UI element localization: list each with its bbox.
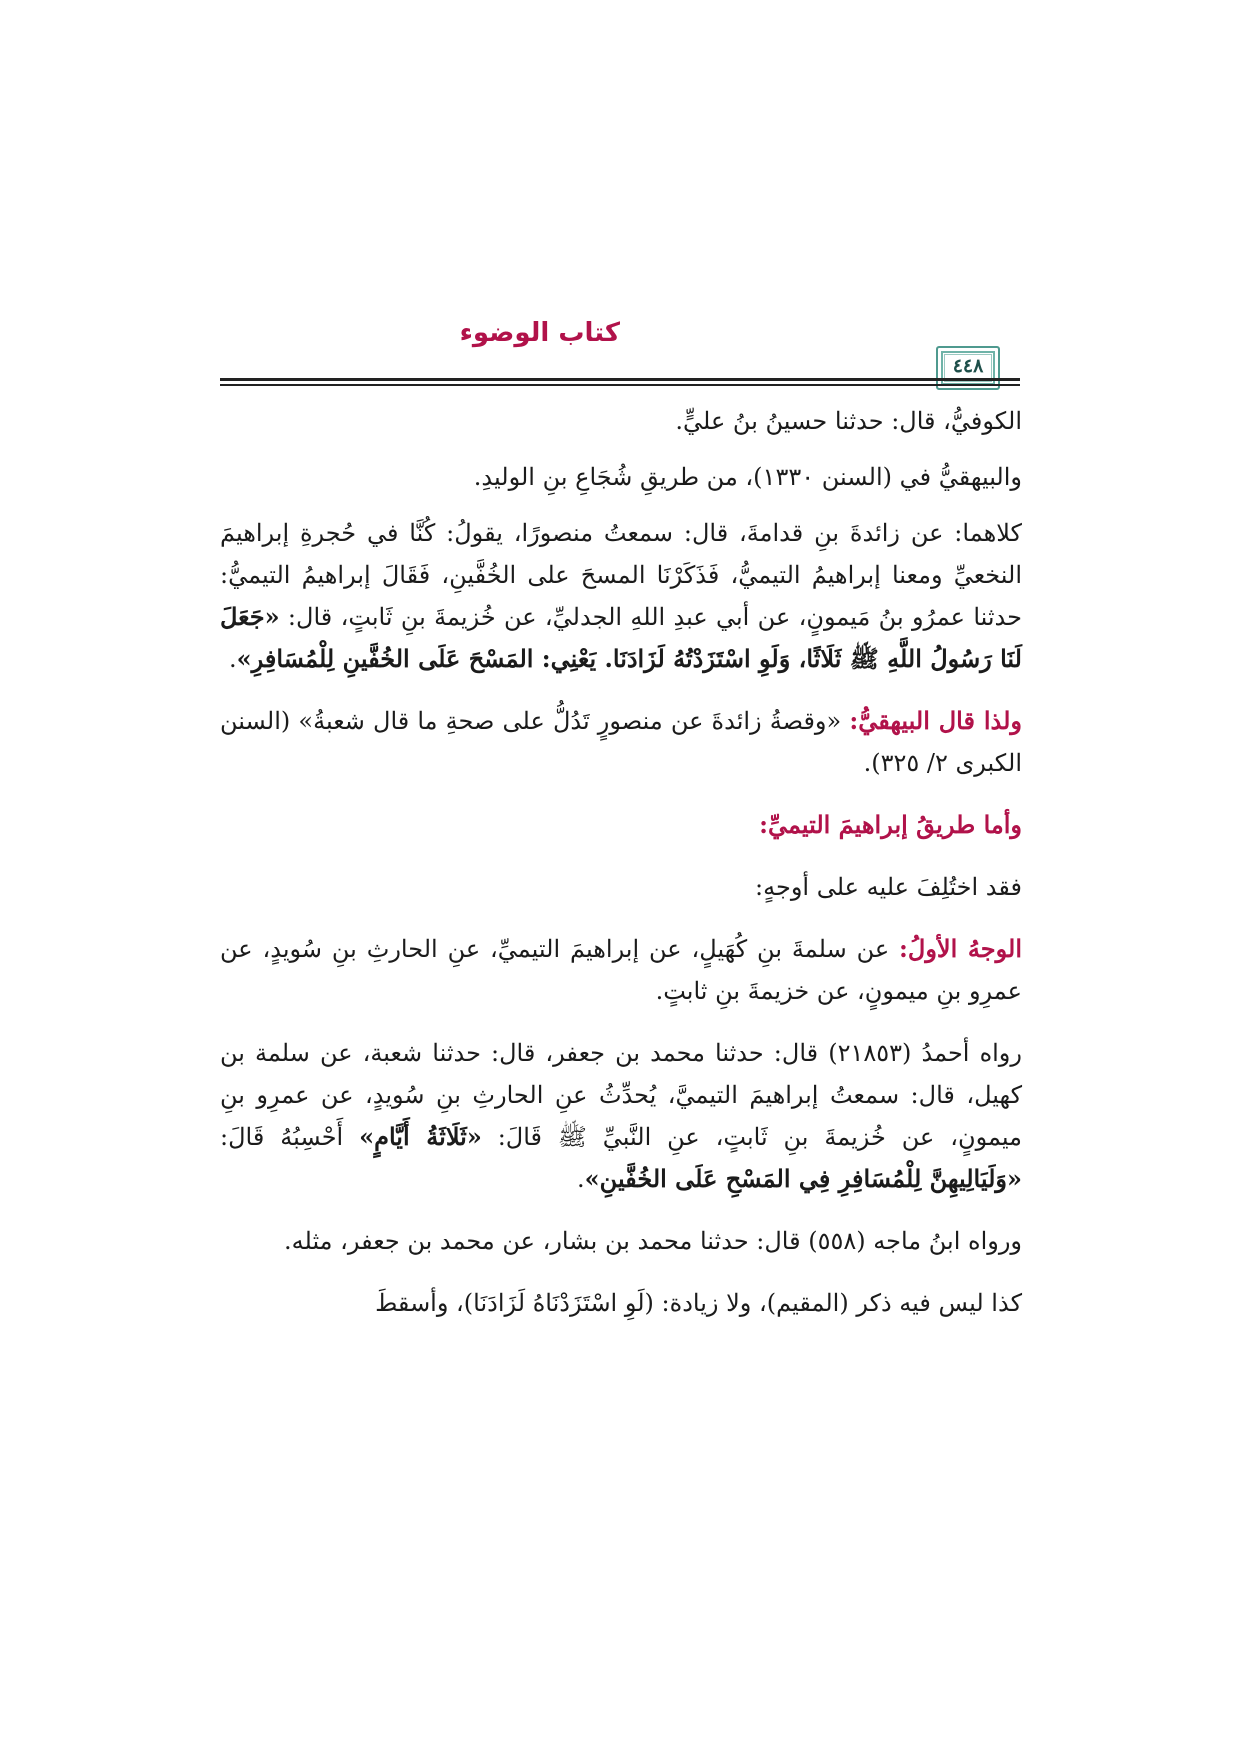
- first-aspect-label: الوجهُ الأولُ:: [899, 934, 1022, 963]
- paragraph-6: فقد اختُلِفَ عليه على أوجهٍ:: [755, 873, 1022, 901]
- section-heading-taymi: وأما طريقُ إبراهيمَ التيميِّ:: [759, 810, 1022, 839]
- paragraph-8-end: .: [577, 1165, 585, 1193]
- paragraph-2: والبيهقيُّ في (السنن ١٣٣٠)، من طريقِ شُجَاعِ بنِ الوليدِ.: [473, 463, 1022, 491]
- hadith-quote-1: «جَعَلَ لَنَا رَسُولُ اللَّهِ ﷺ ثَلَاثًا، وَلَوِ اسْتَزَدْتُهُ لَزَادَنَا. يَعْنِي: المَسْحَ عَلَى الخُفَّينِ لِلْمُسَافِرِ»: [220, 602, 1022, 673]
- paragraph-8-text: رواه أحمدُ (٢١٨٥٣) قال: حدثنا محمد بن جعفر، قال: حدثنا شعبة، عن سلمة بن كهيل، قال: سمعتُ إبراهيمَ التيميَّ، يُحدِّثُ عنِ الحارثِ بنِ سُويدٍ، عن عمرِو بنِ ميمونٍ، عن خُزيمةَ بنِ ثَابتٍ، عنِ النَّبيِّ ﷺ قَالَ:: [220, 1039, 1022, 1151]
- bayhaqi-label: ولذا قال البيهقيُّ:: [849, 706, 1022, 735]
- paragraph-7-text: عن سلمةَ بنِ كُهَيلٍ، عن إبراهيمَ التيميِّ، عنِ الحارثِ بنِ سُويدٍ، عن عمرِو بنِ ميمونٍ، عن خزيمةَ بنِ ثابتٍ.: [220, 935, 1022, 1005]
- hadith-quote-3: «وَلَيَالِيهِنَّ لِلْمُسَافِرِ فِي المَسْحِ عَلَى الخُفَّينِ»: [584, 1164, 1022, 1193]
- paragraph-8-mid: أَحْسِبُهُ قَالَ:: [220, 1123, 360, 1151]
- header-rule-thin: [220, 384, 1020, 386]
- header-rule-thick: [220, 378, 1020, 381]
- paragraph-4-text: «وقصةُ زائدةَ عن منصورٍ تَدُلُّ على صحةِ ما قال شعبةُ» (السنن الكبرى ٢/ ٣٢٥).: [220, 707, 1022, 777]
- hadith-quote-2: «ثَلَاثَةُ أَيَّامٍ»: [359, 1122, 482, 1151]
- page-header: [220, 312, 1020, 387]
- page-body: [220, 400, 1022, 1324]
- paragraph-10: كذا ليس فيه ذكر (المقيم)، ولا زيادة: (لَوِ اسْتَزَدْنَاهُ لَزَادَنَا)، وأسقطَ: [375, 1289, 1022, 1317]
- paragraph-4: [220, 700, 1022, 784]
- page-number: ٤٤٨: [952, 355, 984, 377]
- paragraph-8: [220, 1032, 1022, 1200]
- paragraph-3: [220, 512, 1022, 680]
- paragraph-9: ورواه ابنُ ماجه (٥٥٨) قال: حدثنا محمد بن بشار، عن محمد بن جعفر، مثله.: [284, 1227, 1022, 1255]
- book-title: كتاب الوضوء: [459, 318, 620, 348]
- paragraph-3-text: كلاهما: عن زائدةَ بنِ قدامةَ، قال: سمعتُ منصورًا، يقولُ: كُنَّا في حُجرةِ إبراهيمَ النخعيِّ ومعنا إبراهيمُ التيميُّ، فَذَكَرْنَا المسحَ على الخُفَّينِ، فَقَالَ إبراهيمُ التيميُّ: حدثنا عمرُو بنُ مَيمونٍ، عن أبي عبدِ اللهِ الجدليِّ، عن خُزيمةَ بنِ ثَابتٍ، قال:: [220, 519, 1022, 631]
- paragraph-3-end: .: [229, 645, 237, 673]
- paragraph-7: [220, 928, 1022, 1012]
- paragraph-1: الكوفيُّ، قال: حدثنا حسينُ بنُ عليٍّ.: [675, 407, 1022, 435]
